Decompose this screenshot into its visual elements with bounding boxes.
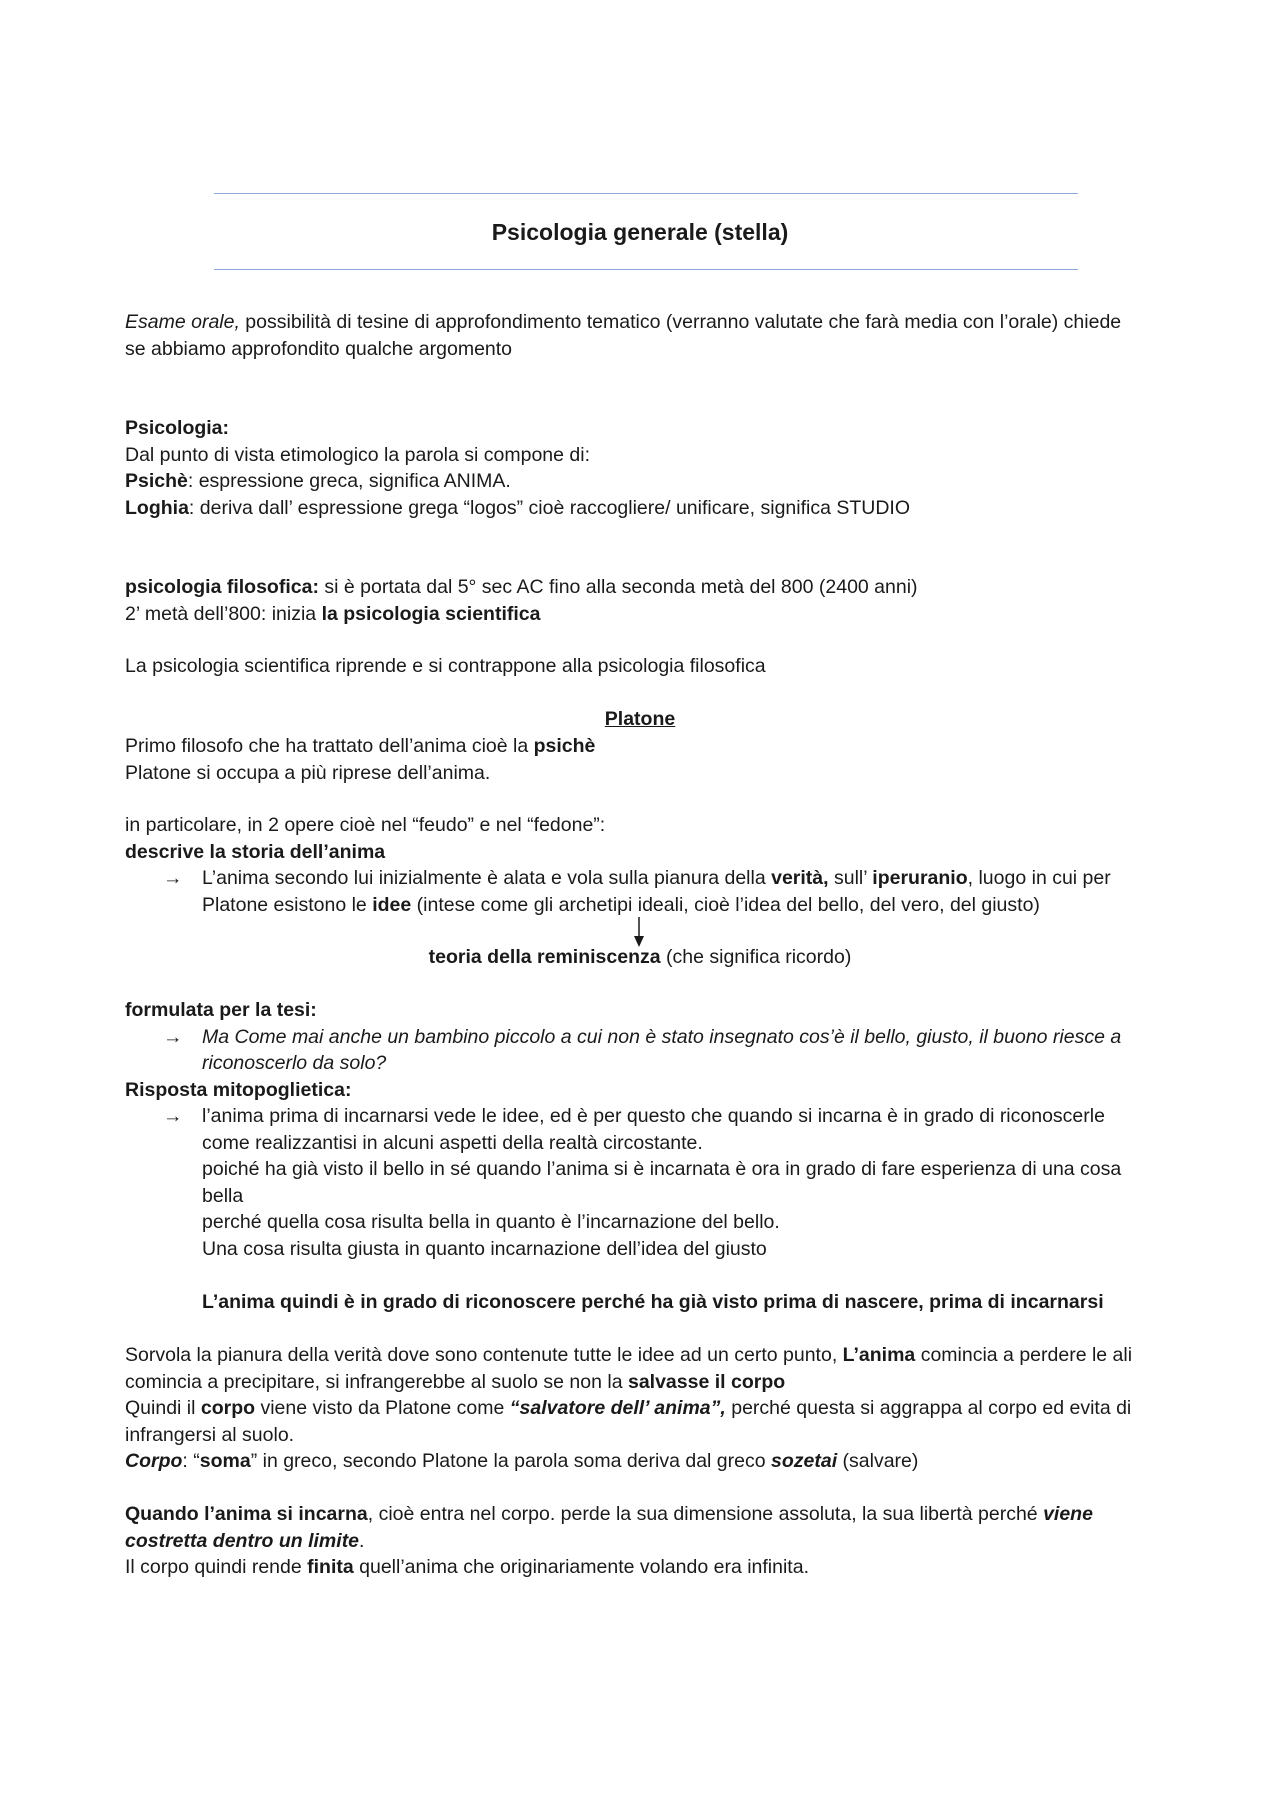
reminiscenza-line	[0, 944, 1280, 971]
intro-line1: possibilità di tesine di approfondimento tematico (verranno valutate che farà media con l’orale) chiede	[239, 311, 1122, 333]
sorvola-l1-pre: Sorvola la pianura della verità dove sono contenute tutte le idee ad un certo punto,	[125, 1344, 843, 1366]
psicologia-section	[125, 415, 1170, 521]
platone-heading: Platone	[604, 708, 676, 730]
filosofica-line3: La psicologia scientifica riprende e si contrappone alla psicologia filosofica	[125, 655, 766, 677]
intro-line2: se abbiamo approfondito qualche argomento	[125, 337, 513, 360]
bullet1-l2-post: (intese come gli archetipi ideali, cioè l’idea del bello, del vero, del giusto)	[411, 893, 1040, 916]
tesi-heading: formulata per la tesi:	[125, 999, 317, 1021]
bullet1-text2: sull’	[828, 867, 873, 889]
platone-line4: descrive la storia dell’anima	[125, 840, 386, 863]
risposta-l4: bella	[202, 1184, 244, 1207]
risposta-l1: l’anima prima di incarnarsi vede le idee, ed è per questo che quando si incarna è in grado di riconoscerle	[202, 1105, 1105, 1127]
incarna-l1-bold: Quando l’anima si incarna	[125, 1503, 368, 1525]
platone-line1-pre: Primo filosofo che ha trattato dell’anima cioè la	[125, 735, 534, 757]
bullet1-verita: verità,	[771, 867, 829, 889]
down-arrow-icon	[634, 917, 644, 947]
corpo-p1: : “	[182, 1450, 200, 1472]
psiche-term: Psichè	[125, 470, 188, 492]
intro-paragraph	[125, 309, 1170, 362]
tesi-bullet-l2: riconoscerlo da solo?	[202, 1052, 387, 1074]
sorvola-l3-salvatore: “salvatore dell’ anima”,	[509, 1397, 726, 1419]
incarna-l1-viene: viene	[1043, 1503, 1093, 1525]
bullet1-idee: idee	[372, 893, 412, 916]
loghia-term: Loghia	[125, 496, 189, 519]
platone-opere	[125, 812, 1170, 918]
sorvola-l3-pre: Quindi il	[125, 1397, 201, 1419]
anima-conclusion-wrap	[125, 1289, 1170, 1316]
sorvola-l3-post: perché questa si aggrappa al corpo ed evita di	[725, 1397, 1132, 1419]
loghia-def: : deriva dall’ espressione grega “logos” cioè raccogliere/ unificare, significa STUDIO	[188, 496, 911, 519]
psiche-def: : espressione greca, significa ANIMA.	[187, 470, 511, 492]
bullet1-iperuranio: iperuranio	[872, 867, 968, 889]
tesi-bullet-l1: Ma Come mai anche un bambino piccolo a cui non è stato insegnato cos’è il bello, giusto, il buono riesce a	[202, 1025, 1122, 1048]
psicologia-line1: Dal punto di vista etimologico la parola si compone di:	[125, 443, 591, 466]
risposta-l6: Una cosa risulta giusta in quanto incarnazione dell’idea del giusto	[202, 1237, 767, 1260]
platone-heading-wrap	[0, 706, 1280, 733]
risposta-l2: come realizzantisi in alcuni aspetti della realtà circostante.	[202, 1131, 703, 1154]
title-top-rule	[214, 193, 1078, 194]
tesi-section	[125, 997, 1170, 1262]
arrow-bullet-icon: →	[163, 867, 183, 889]
filosofica-term: psicologia filosofica:	[125, 576, 319, 598]
platone-intro	[125, 733, 1170, 786]
sozetai-term: sozetai	[771, 1450, 838, 1472]
incarna-l2-limite: costretta dentro un limite	[125, 1529, 360, 1552]
sorvola-l2-pre: comincia a precipitare, si infrangerebbe al suolo se non la	[125, 1370, 628, 1393]
filosofica-line2-bold: la psicologia scientifica	[321, 602, 541, 625]
platone-line3: in particolare, in 2 opere cioè nel “feudo” e nel “fedone”:	[125, 814, 606, 836]
sorvola-l3-mid: viene visto da Platone come	[255, 1397, 510, 1419]
arrow-bullet-icon: →	[163, 1025, 183, 1048]
risposta-l5: perché quella cosa risulta bella in quanto è l’incarnazione del bello.	[202, 1211, 780, 1233]
corpo-term: Corpo	[125, 1450, 183, 1472]
sorvola-l1-bold: L’anima	[842, 1344, 916, 1366]
bullet1-text3: , luogo in cui per	[967, 867, 1111, 889]
platone-line2: Platone si occupa a più riprese dell’anima.	[125, 761, 491, 784]
incarna-section	[125, 1501, 1170, 1581]
sorvola-l2-bold: salvasse il corpo	[627, 1370, 786, 1393]
corpo-p3: (salvare)	[837, 1450, 919, 1472]
reminiscenza-bold: teoria della reminiscenza	[428, 946, 661, 968]
soma-term: soma	[199, 1450, 251, 1472]
bullet1-text1: L’anima secondo lui inizialmente è alata e vola sulla pianura della	[202, 867, 772, 889]
sorvola-l1-post: comincia a perdere le ali	[915, 1344, 1133, 1366]
corpo-p2: ” in greco, secondo Platone la parola soma deriva dal greco	[250, 1450, 772, 1472]
filosofica-line2-pre: 2’ metà dell’800: inizia	[125, 602, 322, 625]
incarna-l3-post: quell’anima che originariamente volando era infinita.	[353, 1556, 809, 1578]
incarna-l3-pre: Il corpo quindi rende	[125, 1556, 308, 1578]
risposta-l3: poiché ha già visto il bello in sé quando l’anima si è incarnata è ora in grado di fare esperienza di una cosa	[202, 1158, 1122, 1180]
sorvola-section	[125, 1342, 1170, 1475]
bullet1-l2-pre: Platone esistono le	[202, 893, 373, 916]
platone-line1-bold: psichè	[533, 735, 596, 757]
risposta-bullet	[125, 1103, 1170, 1262]
incarna-l3-finita: finita	[307, 1556, 354, 1578]
tesi-question	[125, 1024, 1170, 1077]
reminiscenza-rest: (che significa ricordo)	[660, 946, 852, 968]
psicologia-heading: Psicologia:	[125, 417, 230, 439]
risposta-heading: Risposta mitopoglietica:	[125, 1078, 352, 1101]
arrow-bullet-icon: →	[163, 1105, 183, 1127]
page-title: Psicologia generale (stella)	[491, 219, 789, 245]
anima-conclusion: L’anima quindi è in grado di riconoscere perché ha già visto prima di nascere, prima di incarnarsi	[202, 1291, 1104, 1313]
incarna-l2-post: .	[359, 1529, 365, 1552]
anima-bullet	[125, 865, 1170, 918]
incarna-l1-mid: , cioè entra nel corpo. perde la sua dimensione assoluta, la sua libertà perché	[367, 1503, 1044, 1525]
title-bottom-rule	[214, 269, 1078, 270]
filosofica-rest: si è portata dal 5° sec AC fino alla seconda metà del 800 (2400 anni)	[318, 576, 918, 598]
filosofica-section	[125, 574, 1170, 627]
intro-lead: Esame orale,	[125, 311, 240, 333]
sorvola-l4: infrangersi al suolo.	[125, 1423, 295, 1446]
sorvola-l3-corpo: corpo	[200, 1397, 256, 1419]
